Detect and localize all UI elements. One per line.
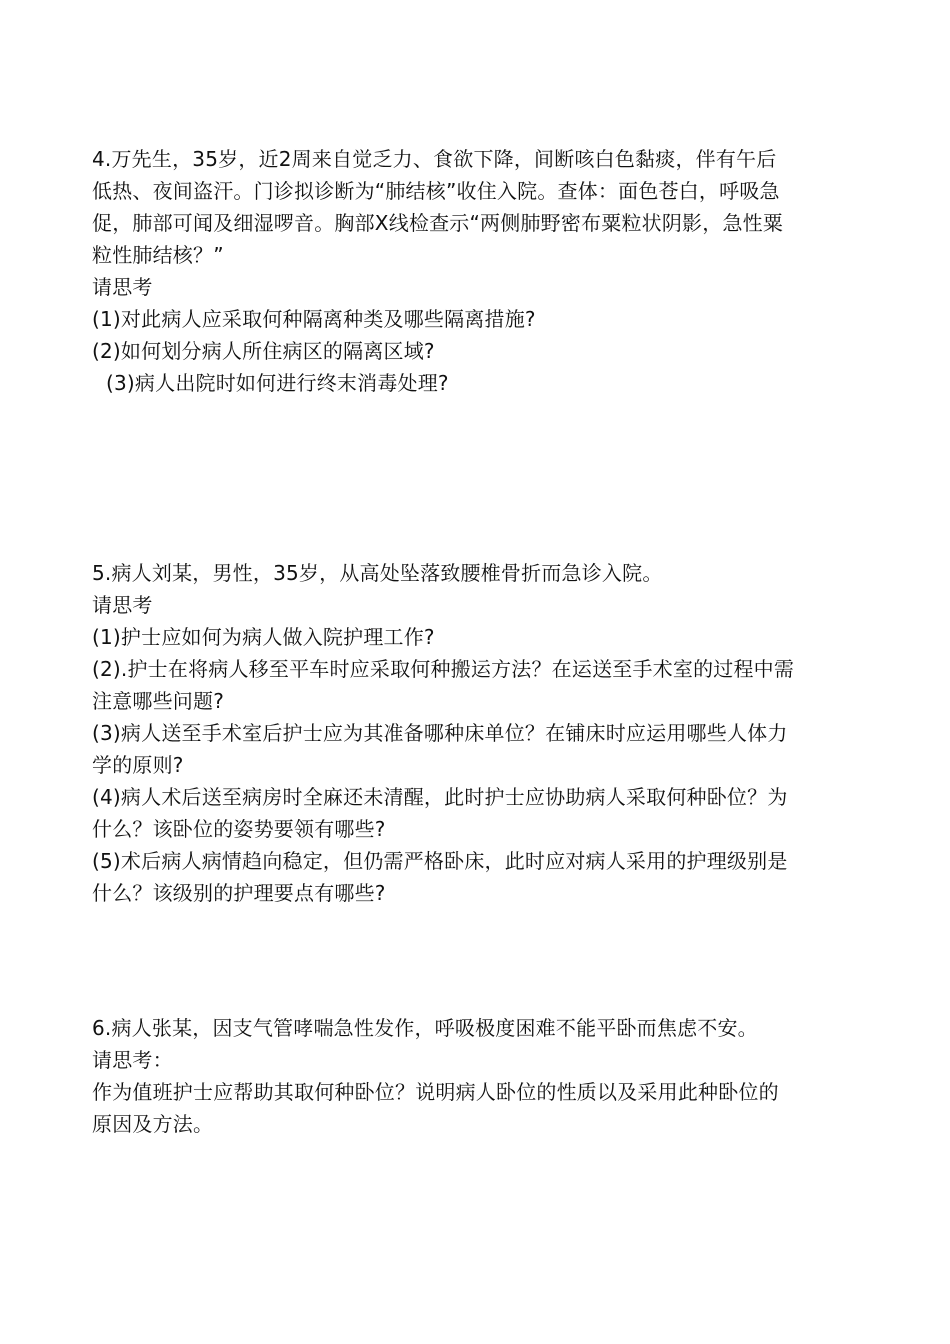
case-5-question-5b: 什么？该级别的护理要点有哪些? — [92, 881, 386, 905]
case-5-line-1: 5.病人刘某，男性，35岁，从高处坠落致腰椎骨折而急诊入院。 — [92, 561, 663, 585]
case-5-question-4a: (4)病人术后送至病房时全麻还未清醒，此时护士应协助病人采取何种卧位？为 — [92, 785, 788, 809]
case-5-question-5a: (5)术后病人病情趋向稳定，但仍需严格卧床，此时应对病人采用的护理级别是 — [92, 849, 788, 873]
case-6-line-1: 6.病人张某，因支气管哮喘急性发作，呼吸极度困难不能平卧而焦虑不安。 — [92, 1016, 758, 1040]
case-6-prompt: 请思考： — [92, 1048, 173, 1072]
case-4 — [92, 143, 862, 399]
case-4-line-4: 粒性肺结核？” — [92, 243, 224, 267]
case-5-prompt: 请思考 — [92, 593, 153, 617]
case-4-line-1: 4.万先生，35岁，近2周来自觉乏力、食欲下降，间断咳白色黏痰，伴有午后 — [92, 147, 777, 171]
case-5 — [92, 557, 862, 909]
case-5-question-4b: 什么？该卧位的姿势要领有哪些? — [92, 817, 386, 841]
case-5-question-2b: 注意哪些问题? — [92, 689, 225, 713]
case-4-question-1: (1)对此病人应采取何种隔离种类及哪些隔离措施? — [92, 307, 536, 331]
case-5-question-3b: 学的原则? — [92, 753, 184, 777]
case-5-question-1: (1)护士应如何为病人做入院护理工作? — [92, 625, 435, 649]
case-6 — [92, 1012, 862, 1140]
case-4-line-2: 低热、夜间盗汗。门诊拟诊断为“肺结核”收住入院。查体：面色苍白，呼吸急 — [92, 179, 780, 203]
case-5-question-2a: (2).护士在将病人移至平车时应采取何种搬运方法？在运送至手术室的过程中需 — [92, 657, 795, 681]
case-4-line-3: 促，肺部可闻及细湿啰音。胸部X线检查示“两侧肺野密布粟粒状阴影，急性粟 — [92, 211, 784, 235]
case-4-prompt: 请思考 — [92, 275, 153, 299]
case-5-question-3a: (3)病人送至手术室后护士应为其准备哪种床单位？在铺床时应运用哪些人体力 — [92, 721, 788, 745]
case-4-question-2: (2)如何划分病人所住病区的隔离区域? — [92, 339, 435, 363]
case-4-question-3: (3)病人出院时如何进行终末消毒处理? — [106, 371, 449, 395]
case-6-question-1a: 作为值班护士应帮助其取何种卧位？说明病人卧位的性质以及采用此种卧位的 — [92, 1080, 779, 1104]
case-6-question-1b: 原因及方法。 — [92, 1112, 214, 1136]
